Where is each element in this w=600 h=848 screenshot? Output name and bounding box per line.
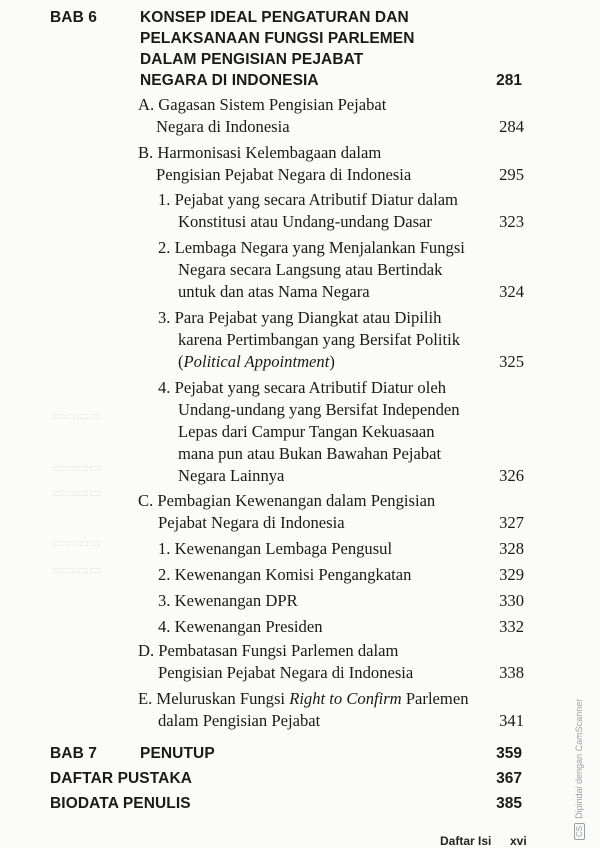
show-through-mark: ▭▭▭▭ <box>52 562 102 577</box>
toc-entry-a[interactable]: A. Gagasan Sistem Pengisian Pejabat <box>138 95 387 114</box>
camscanner-logo-icon: CS <box>574 823 585 840</box>
footer-section-label: Daftar Isi <box>440 834 492 848</box>
toc-entry-d-cont[interactable]: Pengisian Pejabat Negara di Indonesia <box>158 663 414 682</box>
toc-entry-c[interactable]: C. Pembagian Kewenangan dalam Pengisian <box>138 491 436 510</box>
toc-entry-b2-cont[interactable]: Negara secara Langsung atau Bertindak <box>178 260 443 279</box>
show-through-mark: ▭▭▭▭ <box>52 485 102 500</box>
toc-entry-b1-cont[interactable]: Konstitusi atau Undang-undang Dasar <box>178 212 432 231</box>
show-through-mark: ▭▭▭▭ <box>52 408 102 423</box>
show-through-mark: ▭▭▭▭ <box>52 535 102 550</box>
biodata-page[interactable]: 385 <box>496 795 522 812</box>
toc-page-num[interactable]: 327 <box>499 513 524 532</box>
show-through-mark: ▭▭▭▭ <box>52 460 102 475</box>
toc-entry-b3-cont[interactable]: karena Pertimbangan yang Bersifat Politik <box>178 330 461 349</box>
footer-page-number: xvi <box>510 834 527 848</box>
toc-page-num[interactable]: 324 <box>499 282 524 301</box>
bab6-title-line[interactable]: NEGARA DI INDONESIA <box>140 72 319 89</box>
toc-entry-c2[interactable]: 2. Kewenangan Komisi Pengangkatan <box>158 565 412 584</box>
toc-page-num[interactable]: 325 <box>499 352 524 371</box>
toc-entry-b-cont[interactable]: Pengisian Pejabat Negara di Indonesia <box>156 165 412 184</box>
toc-entry-b[interactable]: B. Harmonisasi Kelembagaan dalam <box>138 143 382 162</box>
toc-page-num[interactable]: 284 <box>499 117 524 136</box>
toc-page-num[interactable]: 338 <box>499 663 524 682</box>
scanner-watermark <box>574 699 585 840</box>
bab7-title[interactable]: PENUTUP <box>140 745 215 762</box>
toc-page-num[interactable]: 326 <box>499 466 524 485</box>
toc-entry-b4-cont[interactable]: Negara Lainnya <box>178 466 285 485</box>
toc-entry-b2[interactable]: 2. Lembaga Negara yang Menjalankan Fungsi <box>158 238 465 257</box>
toc-entry-c-cont[interactable]: Pejabat Negara di Indonesia <box>158 513 345 532</box>
toc-entry-d[interactable]: D. Pembatasan Fungsi Parlemen dalam <box>138 641 399 660</box>
bab7-page[interactable]: 359 <box>496 745 522 762</box>
toc-entry-b1[interactable]: 1. Pejabat yang secara Atributif Diatur dalam <box>158 190 458 209</box>
daftar-pustaka-title[interactable]: DAFTAR PUSTAKA <box>50 770 193 787</box>
toc-entry-a-cont[interactable]: Negara di Indonesia <box>156 117 290 136</box>
toc-entry-e-text: E. Meluruskan Fungsi <box>138 689 290 708</box>
toc-entry-e-text: Parlemen <box>401 689 469 708</box>
toc-entry-c1[interactable]: 1. Kewenangan Lembaga Pengusul <box>158 539 393 558</box>
bab7-label[interactable]: BAB 7 <box>50 745 98 762</box>
bab6-title-line[interactable]: PELAKSANAAN FUNGSI PARLEMEN <box>140 30 415 47</box>
toc-entry-c3[interactable]: 3. Kewenangan DPR <box>158 591 298 610</box>
toc-entry-e[interactable] <box>138 689 469 709</box>
bab6-title-line[interactable]: DALAM PENGISIAN PEJABAT <box>140 51 364 68</box>
toc-page-num[interactable]: 341 <box>499 711 524 730</box>
scanner-watermark-text: Dipindai dengan CamScanner <box>574 698 584 819</box>
toc-entry-b4-cont[interactable]: Undang-undang yang Bersifat Independen <box>178 400 460 419</box>
toc-page-num[interactable]: 329 <box>499 565 524 584</box>
bab6-title-line[interactable]: KONSEP IDEAL PENGATURAN DAN <box>140 9 409 26</box>
biodata-title[interactable]: BIODATA PENULIS <box>50 795 191 812</box>
daftar-pustaka-page[interactable]: 367 <box>496 770 522 787</box>
toc-page-num[interactable]: 332 <box>499 617 524 636</box>
bab6-label[interactable]: BAB 6 <box>50 9 98 26</box>
toc-entry-b4-cont[interactable]: Lepas dari Campur Tangan Kekuasaan <box>178 422 435 441</box>
toc-entry-c4[interactable]: 4. Kewenangan Presiden <box>158 617 323 636</box>
toc-page-num[interactable]: 295 <box>499 165 524 184</box>
toc-entry-e-cont[interactable]: dalam Pengisian Pejabat <box>158 711 321 730</box>
toc-entry-b4-cont[interactable]: mana pun atau Bukan Bawahan Pejabat <box>178 444 442 463</box>
toc-entry-b3-cont[interactable]: (Political Appointment) <box>178 352 335 371</box>
toc-entry-b3[interactable]: 3. Para Pejabat yang Diangkat atau Dipilih <box>158 308 442 327</box>
toc-page-num[interactable]: 323 <box>499 212 524 231</box>
toc-page-num[interactable]: 330 <box>499 591 524 610</box>
bab6-page[interactable]: 281 <box>496 72 522 89</box>
toc-entry-b2-cont[interactable]: untuk dan atas Nama Negara <box>178 282 370 301</box>
italic-term: Political Appointment <box>183 352 330 371</box>
italic-term: Right to Confirm <box>289 689 402 708</box>
toc-entry-b4[interactable]: 4. Pejabat yang secara Atributif Diatur oleh <box>158 378 446 397</box>
toc-page-num[interactable]: 328 <box>499 539 524 558</box>
